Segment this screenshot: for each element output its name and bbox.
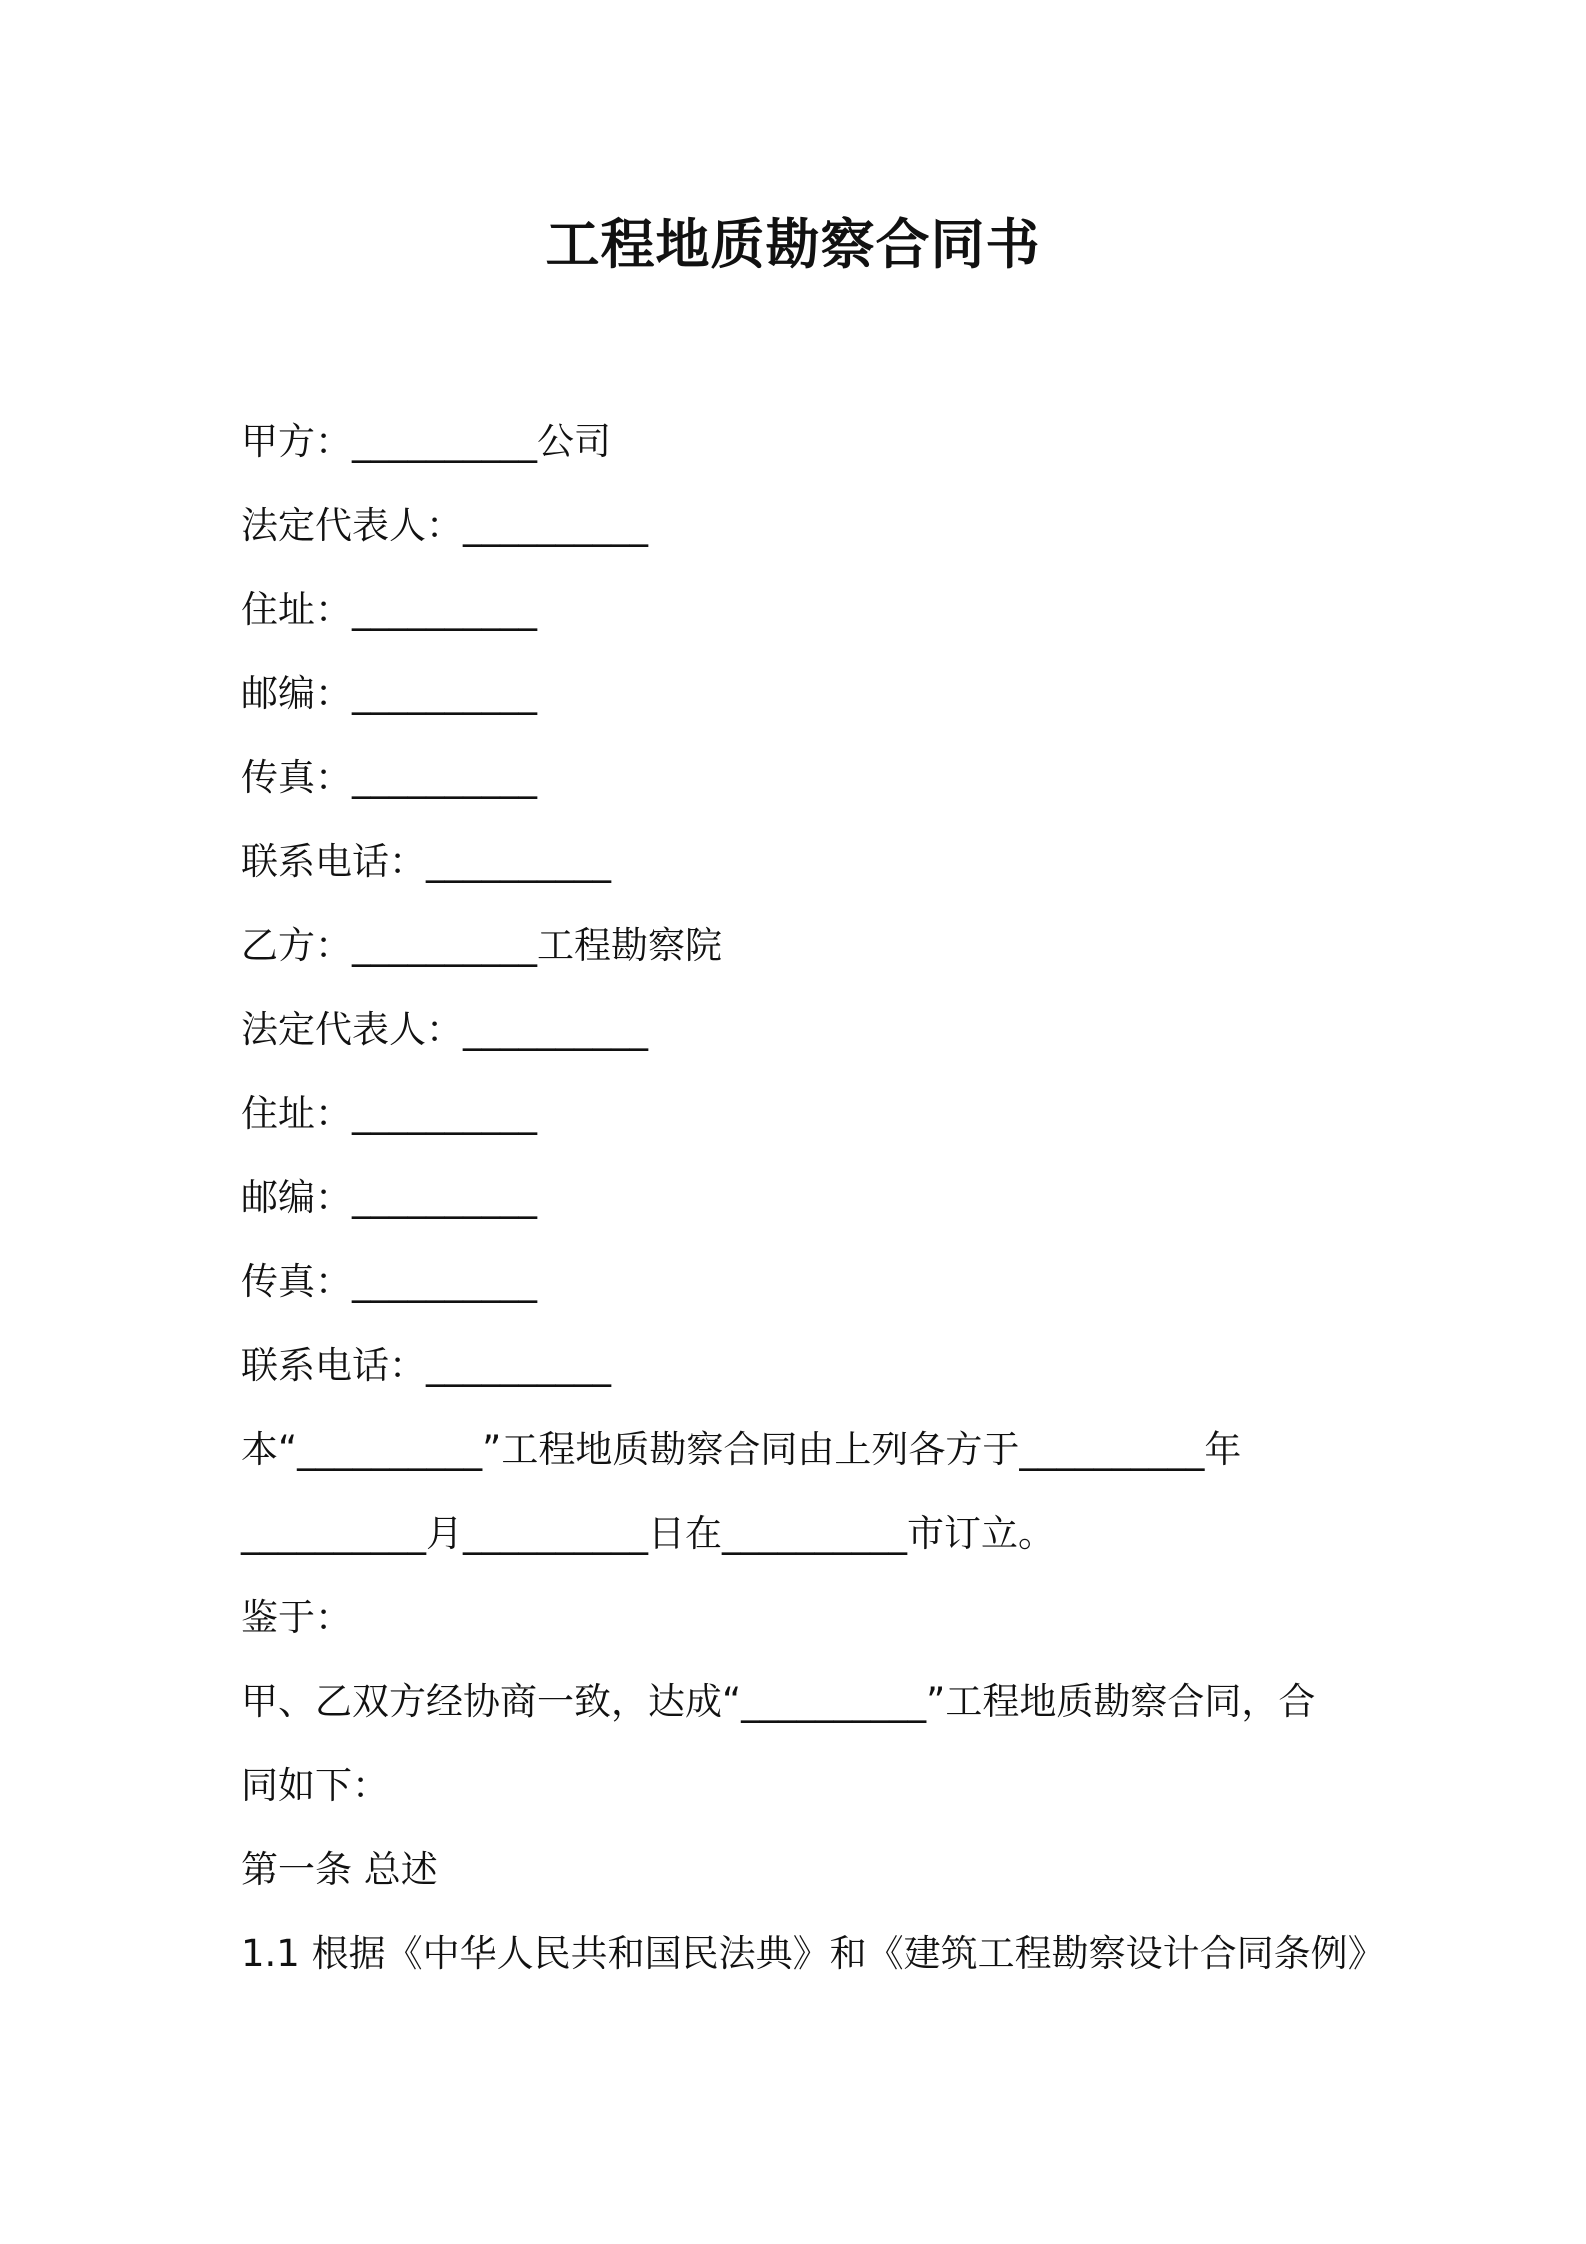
party-b-legal-representative-line: 法定代表人：__________ (241, 1008, 648, 1051)
party-a-address-line: 住址：__________ (241, 588, 537, 631)
party-a-legal-representative-line: 法定代表人：__________ (241, 504, 648, 547)
party-b-company-line: 乙方：__________工程勘察院 (241, 924, 722, 967)
party-a-company-line: 甲方：__________公司 (241, 420, 611, 463)
whereas-heading: 鉴于： (241, 1596, 352, 1639)
party-a-postcode-line: 邮编：__________ (241, 672, 537, 715)
party-a-fax-line: 传真：__________ (241, 756, 537, 799)
contract-intro-line-1: 本“__________”工程地质勘察合同由上列各方于__________年 (241, 1428, 1242, 1471)
clause-1-1-line: 1.1 根据《中华人民共和国民法典》和《建筑工程勘察设计合同条例》 (241, 1932, 1385, 1975)
party-b-address-line: 住址：__________ (241, 1092, 537, 1135)
party-a-phone-line: 联系电话：__________ (241, 840, 611, 883)
document-body (241, 400, 1385, 1996)
party-b-postcode-line: 邮编：__________ (241, 1176, 537, 1219)
party-b-fax-line: 传真：__________ (241, 1260, 537, 1303)
agreement-line-1: 甲、乙双方经协商一致，达成“__________”工程地质勘察合同，合 (241, 1680, 1316, 1723)
party-b-phone-line: 联系电话：__________ (241, 1344, 611, 1387)
agreement-line-2: 同如下： (241, 1764, 389, 1807)
contract-intro-line-2: __________月__________日在__________市订立。 (241, 1512, 1055, 1555)
article-one-heading: 第一条 总述 (241, 1848, 438, 1891)
document-title: 工程地质勘察合同书 (545, 213, 1041, 276)
